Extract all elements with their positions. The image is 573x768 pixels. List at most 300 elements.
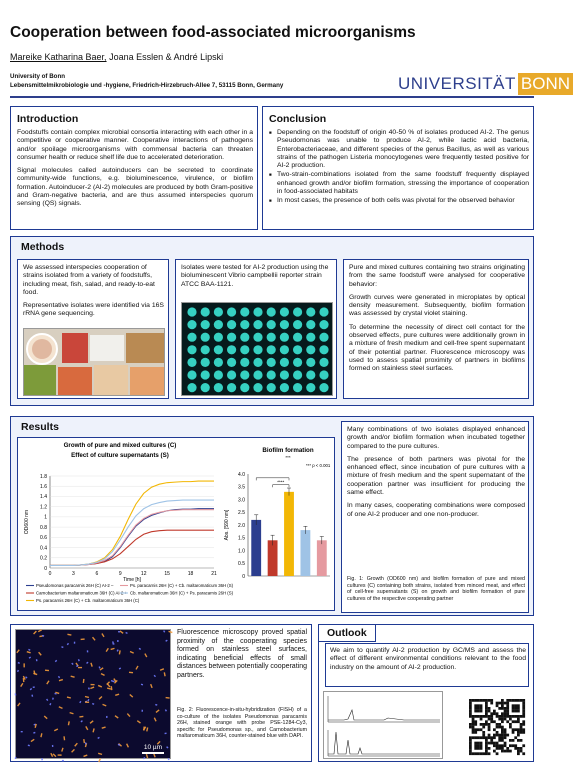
qr-module: [490, 720, 493, 723]
scale-bar: [142, 744, 164, 754]
qr-module: [490, 739, 493, 742]
qr-module: [469, 752, 472, 755]
plate-well: [293, 307, 302, 316]
qr-module: [488, 728, 491, 731]
fish-cell: [90, 686, 94, 689]
fish-cell: [17, 670, 19, 672]
plate-well: [267, 333, 276, 342]
fish-cell: [17, 702, 21, 706]
fish-cell: [166, 746, 168, 748]
qr-module: [485, 723, 488, 726]
plate-well: [253, 370, 262, 379]
plate-well: [214, 345, 223, 354]
qr-module: [485, 739, 488, 742]
plate-well: [267, 370, 276, 379]
qr-module: [472, 728, 475, 731]
growth-x-tick: 12: [140, 571, 147, 577]
qr-module: [520, 739, 523, 742]
qr-module: [480, 752, 483, 755]
plate-well: [293, 345, 302, 354]
qr-module: [469, 744, 472, 747]
plate-well: [319, 370, 328, 379]
qr-module: [493, 720, 496, 723]
qr-module: [472, 726, 475, 729]
qr-module: [512, 699, 515, 702]
qr-module: [506, 712, 509, 715]
qr-module: [501, 718, 504, 721]
qr-module: [496, 723, 499, 726]
results-p3: In many cases, cooperating combinations were composed of one AI-2 producer and one non-producer.: [347, 502, 525, 518]
methods-c3-p2: Growth curves were generated in microplates by optical density measurement. Subsequently, biofilm formation was assessed by crystal violet staining.: [349, 293, 525, 318]
plate-well: [240, 307, 249, 316]
qr-module: [501, 750, 504, 753]
fish-cell: [50, 753, 53, 757]
qr-module: [496, 744, 499, 747]
fish-cell: [90, 720, 94, 724]
growth-legend-label: Pseudomonas paracarnis 26H (C) AI-2 –: [36, 583, 114, 588]
fish-cell: [120, 630, 124, 634]
plate-well: [187, 383, 196, 392]
qr-module: [488, 734, 491, 737]
plate-well: [267, 320, 276, 329]
qr-module: [490, 712, 493, 715]
growth-y-tick: 1.4: [40, 494, 47, 501]
qr-module: [474, 728, 477, 731]
fig2-caption: Fig. 2: Fluorescence-in-situ-hybridization (FISH) of a co-culture of the isolates Pseudomonas paracarnis 26H, stained orange with probe PSE-1284-Cy3, specific for Pseudomonas sp., and Carnobacterium maltaromaticum 36H, counter-stained blue with DAPI.: [177, 707, 307, 740]
qr-module: [520, 728, 523, 731]
plate-well: [187, 333, 196, 342]
qr-module: [480, 715, 483, 718]
fish-cell: [46, 699, 48, 701]
growth-legend-label: Ps. paracarnis 26H (C) + Cb. maltaromaticum 36H (C): [36, 598, 140, 603]
qr-module: [504, 728, 507, 731]
growth-y-tick: 0.2: [40, 555, 47, 562]
fish-cell: [154, 675, 156, 677]
results-p2: The presence of both partners was pivotal for the enhanced effect, since incubation of pure cultures with a mixture of fresh medium and the spent supernatant of the cooperation partner was insufficient for producing the same effect.: [347, 455, 525, 497]
qr-module: [504, 702, 507, 705]
qr-module: [501, 739, 504, 742]
fish-cell: [83, 754, 87, 757]
qr-module: [501, 699, 504, 702]
plate-well: [280, 383, 289, 392]
qr-module: [509, 750, 512, 753]
qr-module: [469, 739, 472, 742]
fish-cell: [130, 651, 134, 654]
qr-module: [488, 707, 491, 710]
qr-module: [506, 707, 509, 710]
fish-cell: [144, 653, 147, 657]
author-main: Mareike Katharina Baer,: [10, 52, 107, 62]
qr-module: [522, 704, 525, 707]
qr-module: [477, 699, 480, 702]
qr-module: [496, 702, 499, 705]
plate-well: [227, 383, 236, 392]
introduction-heading: Introduction: [17, 113, 79, 125]
qr-module: [488, 747, 491, 750]
qr-module: [485, 742, 488, 745]
plate-well: [240, 358, 249, 367]
fish-cell: [87, 699, 89, 701]
qr-module: [490, 736, 493, 739]
qr-module: [501, 747, 504, 750]
qr-module: [488, 710, 491, 713]
qr-module: [509, 726, 512, 729]
qr-module: [482, 752, 485, 755]
qr-module: [517, 699, 520, 702]
fish-cell: [71, 663, 73, 665]
qr-module: [485, 744, 488, 747]
fish-cell: [99, 696, 103, 700]
introduction-p1: Foodstuffs contain complex microbial consortia interacting with each other in a competitive or cooperative manner. Cooperative interactions of pathogens and/or spoilage microorganisms with commensal bacteria can threaten consumer health or reduce shelf life due to accelerated deterioration.: [17, 129, 253, 161]
fish-cell: [166, 697, 170, 699]
qr-module: [488, 718, 491, 721]
qr-module: [477, 736, 480, 739]
plate-well: [306, 345, 315, 354]
qr-module: [506, 699, 509, 702]
plate-well: [267, 307, 276, 316]
plate-well: [280, 333, 289, 342]
qr-module: [488, 752, 491, 755]
qr-module: [474, 699, 477, 702]
fish-cell: [97, 737, 99, 739]
qr-module: [493, 742, 496, 745]
plate-well: [306, 320, 315, 329]
qr-module: [477, 752, 480, 755]
qr-module: [485, 699, 488, 702]
qr-module: [504, 715, 507, 718]
scale-bar-line: [142, 752, 164, 754]
qr-code[interactable]: [469, 699, 525, 755]
plate-well: [293, 358, 302, 367]
biofilm-bar-1: [251, 520, 261, 576]
plate-well: [201, 383, 210, 392]
qr-module: [520, 731, 523, 734]
qr-module: [469, 723, 472, 726]
qr-module: [485, 752, 488, 755]
fish-cell: [101, 633, 104, 637]
header-divider: [10, 96, 534, 98]
fish-cell: [74, 743, 78, 747]
qr-module: [480, 699, 483, 702]
fish-cell: [21, 731, 23, 732]
food-samples-photo: [23, 328, 165, 396]
fish-cell: [155, 704, 157, 706]
fish-cell: [107, 687, 111, 689]
qr-module: [517, 704, 520, 707]
fish-cell: [83, 739, 85, 743]
qr-module: [522, 723, 525, 726]
plate-well: [253, 320, 262, 329]
qr-module: [469, 712, 472, 715]
qr-module: [501, 734, 504, 737]
qr-module: [482, 723, 485, 726]
plate-well: [214, 383, 223, 392]
fish-cell: [33, 732, 35, 734]
qr-module: [474, 720, 477, 723]
qr-module: [485, 715, 488, 718]
qr-module: [496, 752, 499, 755]
qr-module: [522, 728, 525, 731]
plate-well: [187, 370, 196, 379]
affiliation: [10, 72, 283, 90]
fish-cell: [53, 753, 57, 757]
growth-y-tick: 0.4: [40, 545, 47, 552]
fish-cell: [83, 679, 85, 683]
qr-module: [509, 739, 512, 742]
poster-title: Cooperation between food-associated microorganisms: [10, 24, 416, 41]
qr-module: [493, 744, 496, 747]
fish-cell: [61, 646, 63, 648]
qr-module: [469, 742, 472, 745]
qr-module: [469, 736, 472, 739]
qr-module: [520, 747, 523, 750]
qr-module: [504, 742, 507, 745]
plate-well: [319, 333, 328, 342]
growth-y-tick: 1.8: [40, 473, 47, 480]
fish-cell: [98, 753, 102, 755]
plate-well: [253, 307, 262, 316]
fish-cell: [45, 670, 49, 672]
qr-module: [493, 736, 496, 739]
growth-legend-label: Ps. paracarnis 26H (C) + Cb. maltaromaticum 36H (S): [130, 583, 234, 588]
qr-module: [480, 736, 483, 739]
qr-module: [509, 718, 512, 721]
plate-well: [319, 358, 328, 367]
results-text-panel: [341, 421, 529, 613]
qr-module: [488, 715, 491, 718]
qr-module: [493, 712, 496, 715]
qr-module: [496, 704, 499, 707]
fish-cell: [137, 720, 141, 723]
plate-well: [187, 358, 196, 367]
qr-module: [498, 726, 501, 729]
biofilm-sig-note: *** p < 0.001: [306, 463, 331, 468]
qr-module: [472, 723, 475, 726]
fish-cell: [54, 728, 58, 731]
qr-module: [504, 736, 507, 739]
fish-cell: [69, 712, 73, 714]
plate-well: [201, 358, 210, 367]
qr-module: [517, 739, 520, 742]
qr-module: [477, 747, 480, 750]
qr-module: [469, 699, 472, 702]
fish-cell: [29, 656, 31, 658]
qr-module: [490, 715, 493, 718]
qr-module: [514, 728, 517, 731]
qr-module: [522, 707, 525, 710]
plate-well: [253, 345, 262, 354]
introduction-p2: Signal molecules called autoinducers can be secreted to coordinate community-wide functions, e.g. bioluminescence, virulence, or biofilm formation. Autoinducer-2 (AI-2) molecules are produced by both Gram-positive and Gram-negative bacteria, and are thus assumed interspecies quorum sensing (QS) signals.: [17, 167, 253, 208]
qr-module: [488, 736, 491, 739]
qr-module: [512, 707, 515, 710]
qr-module: [477, 742, 480, 745]
fish-cell: [25, 676, 27, 678]
qr-module: [520, 715, 523, 718]
plate-well: [306, 333, 315, 342]
qr-module: [522, 744, 525, 747]
qr-module: [480, 747, 483, 750]
qr-module: [512, 744, 515, 747]
qr-module: [517, 747, 520, 750]
growth-y-tick: 0: [44, 565, 47, 572]
qr-module: [469, 747, 472, 750]
biofilm-y-label: Abs. [590 nm]: [224, 509, 230, 541]
fish-cell: [61, 748, 64, 752]
fish-cell: [79, 701, 81, 703]
qr-module: [504, 744, 507, 747]
qr-module: [493, 710, 496, 713]
qr-module: [504, 712, 507, 715]
fish-cell: [85, 696, 89, 698]
fish-cell: [15, 757, 17, 759]
qr-module: [474, 715, 477, 718]
plate-well: [280, 307, 289, 316]
qr-module: [522, 715, 525, 718]
qr-module: [485, 736, 488, 739]
fish-cell: [146, 727, 148, 731]
fish-cell: [74, 642, 76, 644]
logo-text-uni: UNIVERSITÄT: [398, 74, 516, 93]
introduction-panel: [10, 106, 258, 230]
fish-cell: [28, 649, 30, 651]
growth-x-tick: 3: [72, 571, 75, 577]
qr-module: [472, 715, 475, 718]
plate-well: [227, 320, 236, 329]
qr-module: [512, 710, 515, 713]
fish-cell: [141, 710, 143, 712]
qr-module: [488, 726, 491, 729]
fish-cell: [106, 648, 109, 652]
plate-well: [293, 320, 302, 329]
fish-cell: [18, 662, 20, 664]
growth-legend-label: Carnobacterium maltaromaticum 36H (C) AI-2 +: [36, 590, 128, 596]
qr-module: [520, 699, 523, 702]
plate-well: [227, 358, 236, 367]
fish-cell: [79, 716, 83, 718]
fish-cell: [141, 684, 143, 686]
qr-module: [493, 734, 496, 737]
fish-cell: [119, 667, 121, 669]
qr-module: [477, 715, 480, 718]
qr-module: [514, 747, 517, 750]
fish-cell: [90, 663, 93, 667]
qr-module: [469, 704, 472, 707]
qr-module: [504, 734, 507, 737]
fish-microscopy-illustration: [16, 630, 172, 760]
plate-well: [240, 345, 249, 354]
affiliation-institute: Lebensmittelmikrobiologie und -hygiene, Friedrich-Hirzebruch-Allee 7, 53115 Bonn, Germany: [10, 82, 284, 89]
qr-module: [517, 728, 520, 731]
qr-module: [506, 747, 509, 750]
qr-module: [514, 736, 517, 739]
fish-cell: [76, 665, 78, 667]
plate-well: [267, 345, 276, 354]
fish-cell: [59, 679, 63, 682]
qr-module: [485, 704, 488, 707]
qr-module: [506, 720, 509, 723]
fish-cell: [31, 695, 33, 697]
fluorescence-panel: [10, 624, 312, 762]
growth-x-tick: 21: [211, 571, 217, 577]
fish-cell: [81, 638, 85, 640]
qr-module: [472, 720, 475, 723]
fish-cell: [38, 629, 42, 632]
qr-module: [496, 726, 499, 729]
fish-cell: [125, 632, 127, 634]
qr-module: [509, 715, 512, 718]
biofilm-chart: [222, 444, 334, 584]
fish-cell: [78, 659, 80, 661]
plate-well: [227, 370, 236, 379]
qr-module: [498, 715, 501, 718]
growth-series-line-2: [50, 530, 214, 565]
growth-x-tick: 18: [187, 571, 194, 577]
biofilm-y-tick: 3.5: [238, 484, 245, 491]
growth-chart-title: Growth of pure and mixed cultures (C): [63, 442, 177, 449]
qr-module: [469, 750, 472, 753]
fish-cell: [33, 631, 37, 635]
fish-cell: [102, 704, 106, 707]
fish-cell: [59, 706, 63, 709]
qr-module: [512, 720, 515, 723]
affiliation-university: University of Bonn: [10, 73, 66, 80]
qr-module: [469, 710, 472, 713]
qr-module: [514, 720, 517, 723]
growth-legend-label: Cb. maltaromaticum 36H (C) + Ps. paracarnis 26H (S): [130, 590, 234, 596]
plate-well: [280, 358, 289, 367]
biofilm-sig-bracket-mid: [273, 485, 289, 488]
growth-x-tick: 15: [164, 571, 170, 577]
bioluminescence-plate-photo: [181, 302, 333, 396]
qr-module: [512, 715, 515, 718]
fish-cell: [112, 643, 114, 645]
qr-module: [498, 723, 501, 726]
qr-module: [474, 747, 477, 750]
qr-module: [517, 707, 520, 710]
qr-module: [498, 744, 501, 747]
qr-module: [496, 734, 499, 737]
plate-well: [214, 358, 223, 367]
fish-cell: [44, 715, 48, 719]
biofilm-chart-title: Biofilm formation: [262, 447, 314, 454]
qr-module: [504, 718, 507, 721]
qr-module: [498, 734, 501, 737]
methods-col-2-text: Isolates were tested for AI-2 production using the bioluminescent Vibrio campbellii reporter strain ATCC BAA-1121.: [181, 264, 329, 288]
fish-cell: [139, 648, 141, 650]
fish-cell: [41, 758, 43, 760]
growth-series-line-3: [50, 481, 214, 565]
fish-cell: [110, 648, 114, 650]
plate-well: [240, 320, 249, 329]
fish-cell: [49, 703, 51, 705]
fish-cell: [160, 668, 164, 671]
qr-module: [517, 718, 520, 721]
growth-series-line-1: [50, 509, 214, 566]
qr-module: [474, 710, 477, 713]
qr-module: [498, 747, 501, 750]
qr-module: [498, 718, 501, 721]
fish-cell: [92, 637, 96, 641]
qr-module: [514, 710, 517, 713]
qr-module: [485, 710, 488, 713]
biofilm-y-tick: 2.5: [238, 510, 245, 517]
growth-y-tick: 1.2: [40, 504, 47, 511]
qr-module: [469, 702, 472, 705]
fish-cell: [63, 736, 65, 740]
qr-module: [488, 723, 491, 726]
qr-module: [506, 734, 509, 737]
qr-module: [504, 710, 507, 713]
